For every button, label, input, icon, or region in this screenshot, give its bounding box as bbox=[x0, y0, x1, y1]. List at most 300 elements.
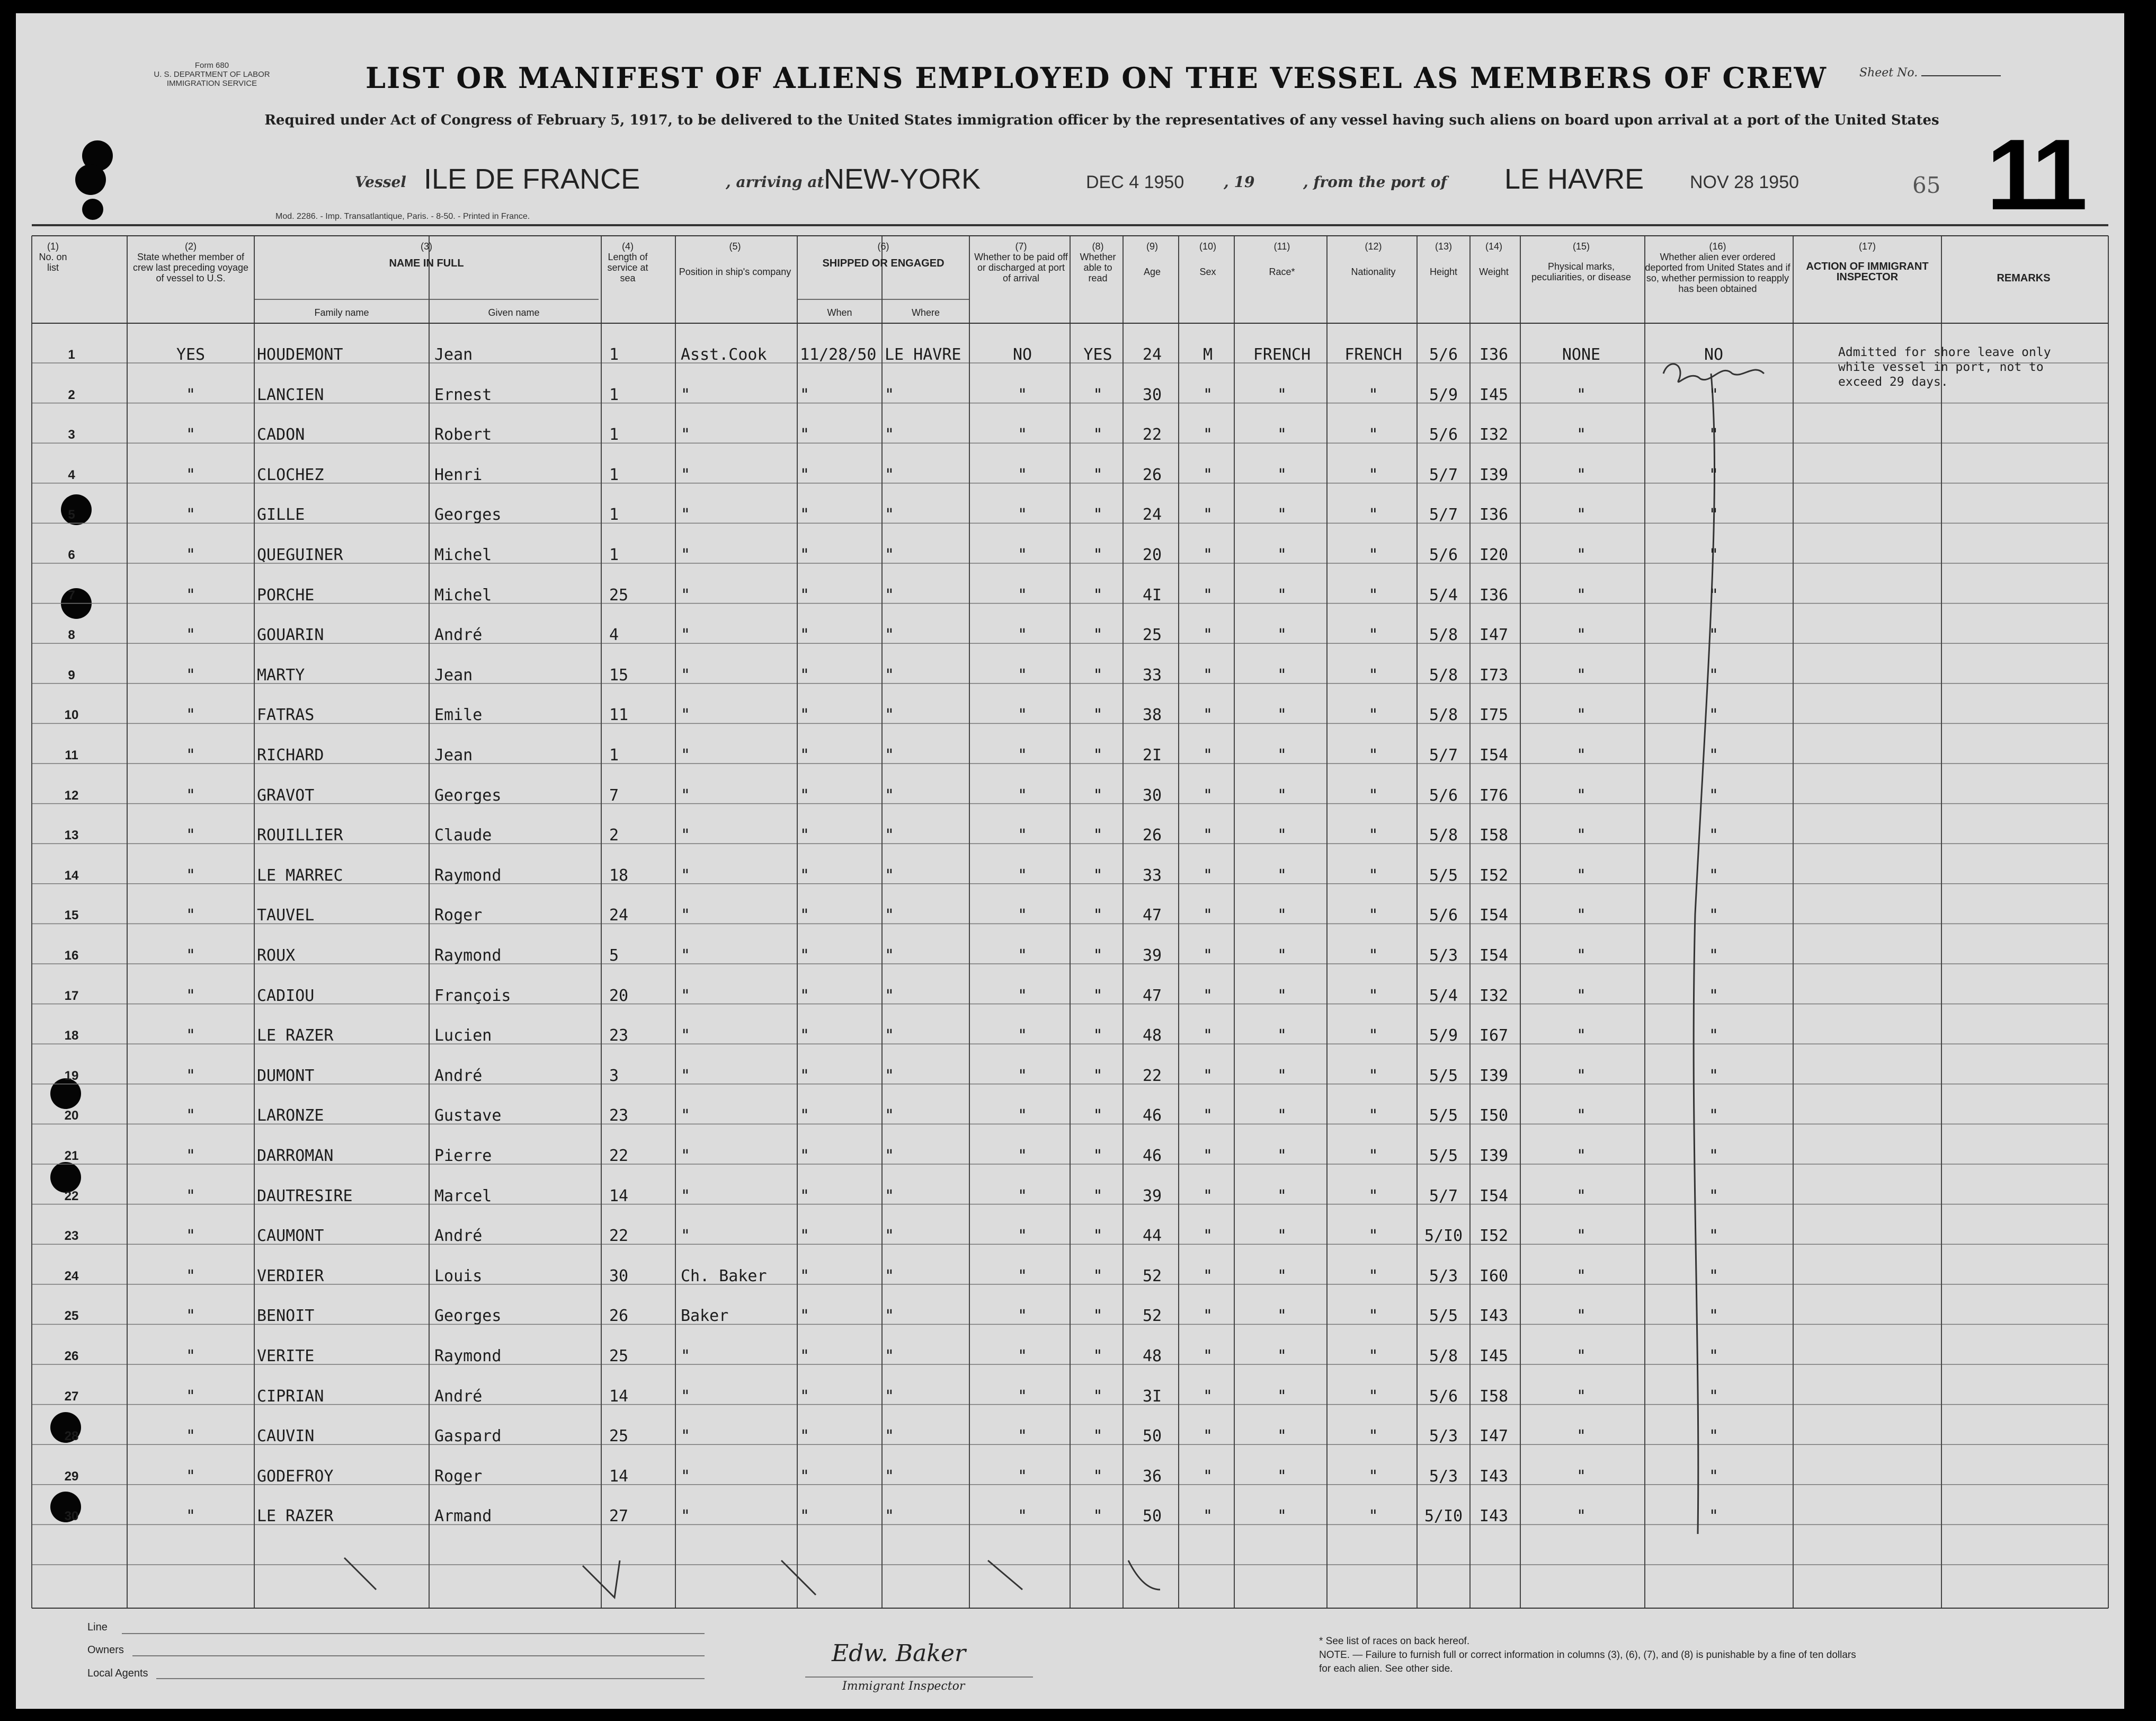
cell-weight: I45 bbox=[1479, 385, 1509, 404]
cell-age: 24 bbox=[1142, 505, 1162, 525]
cell-paid: " bbox=[1017, 946, 1028, 965]
cell-age: 38 bbox=[1142, 706, 1162, 725]
cell-service: 1 bbox=[609, 425, 619, 445]
cell-height: 5/8 bbox=[1429, 1347, 1458, 1365]
cell-where: " bbox=[885, 1507, 895, 1526]
cell-no: 3 bbox=[68, 428, 75, 442]
cell-read: " bbox=[1093, 586, 1103, 605]
cell-sex: " bbox=[1202, 1347, 1213, 1365]
cell-marks: " bbox=[1576, 425, 1587, 445]
cell-paid: " bbox=[1017, 1467, 1028, 1486]
cell-no: 25 bbox=[64, 1309, 79, 1324]
cell-family: CLOCHEZ bbox=[257, 465, 324, 484]
cell-position: " bbox=[681, 586, 691, 605]
cell-service: 1 bbox=[609, 746, 619, 765]
cell-marks: " bbox=[1576, 586, 1587, 605]
cell-no: 4 bbox=[68, 467, 75, 482]
cell-no: 21 bbox=[64, 1149, 79, 1163]
cell-family: VERDIER bbox=[257, 1266, 324, 1285]
cell-no: 18 bbox=[64, 1028, 79, 1043]
cell-weight: I43 bbox=[1479, 1467, 1509, 1486]
col-title: Age bbox=[1143, 267, 1161, 277]
cell-weight: I50 bbox=[1479, 1106, 1509, 1125]
printer-line: Mod. 2286. - Imp. Transatlantique, Paris. - 8-50. - Printed in France. bbox=[275, 212, 530, 221]
col-number: (6) bbox=[877, 241, 889, 252]
cell-height: 5/7 bbox=[1429, 1186, 1458, 1205]
cell-marks: " bbox=[1576, 385, 1587, 404]
cell-height: 5/7 bbox=[1429, 465, 1458, 484]
cell-service: 1 bbox=[609, 385, 619, 404]
cell-prev: " bbox=[185, 1387, 196, 1406]
cell-read: " bbox=[1093, 1467, 1103, 1486]
cell-position: " bbox=[681, 1147, 691, 1165]
cell-when: " bbox=[800, 546, 810, 564]
cell-where: " bbox=[885, 946, 895, 965]
department-name: U. S. DEPARTMENT OF LABOR bbox=[154, 70, 270, 79]
departure-date-stamp: NOV 28 1950 bbox=[1690, 172, 1799, 192]
cell-no: 16 bbox=[64, 948, 79, 963]
cell-race: " bbox=[1277, 1147, 1287, 1165]
cell-no: 10 bbox=[64, 708, 79, 723]
cell-no: 17 bbox=[64, 988, 79, 1003]
cell-paid: " bbox=[1017, 1147, 1028, 1165]
cell-deported: " bbox=[1708, 746, 1719, 765]
col-title: ACTION OF IMMIGRANT INSPECTOR bbox=[1806, 261, 1929, 283]
cell-age: 48 bbox=[1142, 1026, 1162, 1045]
cell-paid: " bbox=[1017, 425, 1028, 445]
cell-race: " bbox=[1277, 706, 1287, 725]
cell-weight: I54 bbox=[1479, 946, 1509, 965]
cell-weight: I43 bbox=[1479, 1307, 1509, 1326]
cell-given: Georges bbox=[434, 786, 502, 805]
cell-where: " bbox=[885, 1106, 895, 1125]
cell-prev: " bbox=[185, 465, 196, 484]
cell-where: " bbox=[885, 866, 895, 885]
cell-family: LANCIEN bbox=[257, 385, 324, 404]
cell-marks: " bbox=[1576, 906, 1587, 925]
cell-nationality: " bbox=[1368, 1507, 1378, 1526]
cell-height: 5/6 bbox=[1429, 425, 1458, 445]
cell-prev: " bbox=[185, 706, 196, 725]
cell-when: " bbox=[800, 1387, 810, 1406]
col-title: Whether alien ever ordered deported from United States and if so, whether permission to reapply has been obtained bbox=[1645, 252, 1790, 294]
cell-service: 25 bbox=[609, 1347, 629, 1365]
cell-deported: " bbox=[1708, 1066, 1719, 1085]
col-title: No. on list bbox=[39, 252, 67, 273]
cell-marks: " bbox=[1576, 746, 1587, 765]
cell-marks: " bbox=[1576, 546, 1587, 564]
cell-given: Marcel bbox=[434, 1186, 492, 1205]
cell-service: 27 bbox=[609, 1507, 629, 1526]
cell-where: " bbox=[885, 1066, 895, 1085]
cell-nationality: " bbox=[1368, 1467, 1378, 1486]
cell-prev: " bbox=[185, 1227, 196, 1246]
cell-given: Michel bbox=[434, 586, 492, 605]
subtitle: Required under Act of Congress of February 5, 1917, to be delivered to the United States immigration officer by the representatives of any vessel having such aliens on board upon arrival at a port of the United States bbox=[264, 112, 1939, 128]
cell-marks: " bbox=[1576, 1147, 1587, 1165]
cell-nationality: " bbox=[1368, 1266, 1378, 1285]
cell-race: " bbox=[1277, 1427, 1287, 1446]
cell-height: 5/7 bbox=[1429, 746, 1458, 765]
cell-nationality: " bbox=[1368, 465, 1378, 484]
cell-nationality: " bbox=[1368, 425, 1378, 445]
cell-height: 5/8 bbox=[1429, 626, 1458, 645]
cell-service: 15 bbox=[609, 666, 629, 685]
cell-family: BENOIT bbox=[257, 1307, 315, 1326]
col-number: (2) bbox=[185, 241, 197, 252]
cell-nationality: " bbox=[1368, 1026, 1378, 1045]
cell-no: 30 bbox=[64, 1509, 79, 1524]
cell-nationality: " bbox=[1368, 626, 1378, 645]
cell-when: " bbox=[800, 626, 810, 645]
cell-paid: " bbox=[1017, 1186, 1028, 1205]
cell-race: " bbox=[1277, 746, 1287, 765]
header-when: When bbox=[827, 307, 852, 318]
cell-position: " bbox=[681, 1026, 691, 1045]
cell-position: Baker bbox=[681, 1307, 729, 1326]
cell-height: 5/5 bbox=[1429, 1147, 1458, 1165]
cell-position: " bbox=[681, 866, 691, 885]
cell-height: 5/6 bbox=[1429, 906, 1458, 925]
cell-read: " bbox=[1093, 1387, 1103, 1406]
cell-sex: " bbox=[1202, 1266, 1213, 1285]
cell-paid: " bbox=[1017, 746, 1028, 765]
cell-nationality: " bbox=[1368, 1227, 1378, 1246]
col-title: Weight bbox=[1479, 267, 1509, 277]
cell-service: 1 bbox=[609, 546, 619, 564]
cell-prev: " bbox=[185, 1186, 196, 1205]
cell-height: 5/5 bbox=[1429, 866, 1458, 885]
cell-given: Armand bbox=[434, 1507, 492, 1526]
cell-deported: " bbox=[1708, 465, 1719, 484]
cell-where: " bbox=[885, 1227, 895, 1246]
header-where: Where bbox=[911, 307, 940, 318]
cell-position: " bbox=[681, 505, 691, 525]
cell-height: 5/4 bbox=[1429, 586, 1458, 605]
vessel-name: ILE DE FRANCE bbox=[424, 163, 640, 195]
cell-read: " bbox=[1093, 505, 1103, 525]
cell-where: " bbox=[885, 1347, 895, 1365]
cell-height: 5/3 bbox=[1429, 946, 1458, 965]
cell-deported: " bbox=[1708, 1507, 1719, 1526]
cell-given: André bbox=[434, 626, 483, 645]
cell-paid: " bbox=[1017, 786, 1028, 805]
cell-position: " bbox=[681, 1427, 691, 1446]
cell-nationality: " bbox=[1368, 1186, 1378, 1205]
cell-deported: " bbox=[1708, 425, 1719, 445]
cell-sex: " bbox=[1202, 546, 1213, 564]
cell-deported: " bbox=[1708, 1467, 1719, 1486]
cell-family: DARROMAN bbox=[257, 1147, 334, 1165]
col-title: NAME IN FULL bbox=[389, 258, 464, 269]
cell-race: FRENCH bbox=[1253, 345, 1311, 364]
cell-when: " bbox=[800, 586, 810, 605]
cell-paid: " bbox=[1017, 1387, 1028, 1406]
cell-service: 3 bbox=[609, 1066, 619, 1085]
cell-age: 50 bbox=[1142, 1507, 1162, 1526]
col-title: State whether member of crew last preceding voyage of vessel to U.S. bbox=[132, 252, 249, 283]
cell-position: " bbox=[681, 1227, 691, 1246]
cell-service: 30 bbox=[609, 1266, 629, 1285]
cell-where: " bbox=[885, 546, 895, 564]
cell-prev: " bbox=[185, 1467, 196, 1486]
cell-family: LE RAZER bbox=[257, 1507, 334, 1526]
cell-race: " bbox=[1277, 425, 1287, 445]
cell-age: 30 bbox=[1142, 385, 1162, 404]
cell-where: " bbox=[885, 425, 895, 445]
cell-weight: I76 bbox=[1479, 786, 1509, 805]
cell-no: 8 bbox=[68, 628, 75, 643]
cell-read: " bbox=[1093, 385, 1103, 404]
cell-race: " bbox=[1277, 786, 1287, 805]
cell-prev: " bbox=[185, 906, 196, 925]
cell-when: " bbox=[800, 1266, 810, 1285]
cell-sex: " bbox=[1202, 1026, 1213, 1045]
cell-family: GOUARIN bbox=[257, 626, 324, 645]
cell-age: 36 bbox=[1142, 1467, 1162, 1486]
cell-read: " bbox=[1093, 826, 1103, 845]
cell-when: " bbox=[800, 906, 810, 925]
cell-height: 5/5 bbox=[1429, 1066, 1458, 1085]
col-title: Whether able to read bbox=[1080, 252, 1116, 283]
cell-read: " bbox=[1093, 1186, 1103, 1205]
arrival-port: NEW-YORK bbox=[824, 163, 981, 195]
cell-age: 46 bbox=[1142, 1106, 1162, 1125]
cell-prev: " bbox=[185, 786, 196, 805]
cell-weight: I43 bbox=[1479, 1507, 1509, 1526]
cell-race: " bbox=[1277, 626, 1287, 645]
cell-no: 13 bbox=[64, 828, 79, 843]
cell-read: " bbox=[1093, 746, 1103, 765]
cell-deported: " bbox=[1708, 1227, 1719, 1246]
cell-height: 5/8 bbox=[1429, 706, 1458, 725]
cell-age: 47 bbox=[1142, 986, 1162, 1005]
arriving-label: , arriving at bbox=[726, 173, 824, 191]
remarks-text: Admitted for shore leave only while vessel in port, not to exceed 29 days. bbox=[1838, 345, 2051, 389]
cell-position: " bbox=[681, 906, 691, 925]
cell-given: Gustave bbox=[434, 1106, 502, 1125]
cell-paid: " bbox=[1017, 986, 1028, 1005]
inspector-signature: Edw. Baker bbox=[832, 1640, 966, 1667]
cell-position: " bbox=[681, 626, 691, 645]
cell-age: 44 bbox=[1142, 1227, 1162, 1246]
penalty-note: NOTE. — Failure to furnish full or correct information in columns (3), (6), (7), and (8) is punishable by a fine of ten dollars for each alien. See other side. bbox=[1319, 1649, 1856, 1674]
cell-no: 24 bbox=[64, 1268, 79, 1283]
cell-deported: " bbox=[1708, 1347, 1719, 1365]
inspector-label: Immigrant Inspector bbox=[842, 1680, 965, 1693]
cell-weight: I32 bbox=[1479, 425, 1509, 445]
cell-sex: " bbox=[1202, 826, 1213, 845]
cell-service: 5 bbox=[609, 946, 619, 965]
cell-age: 22 bbox=[1142, 425, 1162, 445]
cell-read: " bbox=[1093, 1026, 1103, 1045]
cell-prev: " bbox=[185, 746, 196, 765]
cell-family: LE MARREC bbox=[257, 866, 343, 885]
cell-given: Raymond bbox=[434, 946, 502, 965]
cell-when: " bbox=[800, 1106, 810, 1125]
cell-nationality: " bbox=[1368, 1066, 1378, 1085]
cell-marks: " bbox=[1576, 465, 1587, 484]
cell-race: " bbox=[1277, 986, 1287, 1005]
cell-position: " bbox=[681, 546, 691, 564]
cell-position: " bbox=[681, 1507, 691, 1526]
cell-given: Jean bbox=[434, 666, 473, 685]
cell-service: 26 bbox=[609, 1307, 629, 1326]
cell-service: 20 bbox=[609, 986, 629, 1005]
cell-sex: " bbox=[1202, 706, 1213, 725]
cell-no: 9 bbox=[68, 668, 75, 682]
cell-paid: " bbox=[1017, 706, 1028, 725]
cell-read: " bbox=[1093, 986, 1103, 1005]
cell-position: " bbox=[681, 1186, 691, 1205]
year-label: , 19 bbox=[1224, 173, 1255, 191]
cell-prev: " bbox=[185, 425, 196, 445]
cell-race: " bbox=[1277, 666, 1287, 685]
cell-when: " bbox=[800, 986, 810, 1005]
cell-marks: " bbox=[1576, 1427, 1587, 1446]
cell-age: 25 bbox=[1142, 626, 1162, 645]
col-number: (3) bbox=[421, 241, 432, 252]
cell-family: GILLE bbox=[257, 505, 305, 525]
cell-paid: " bbox=[1017, 1307, 1028, 1326]
cell-sex: " bbox=[1202, 385, 1213, 404]
cell-position: " bbox=[681, 706, 691, 725]
col-number: (10) bbox=[1199, 241, 1216, 252]
cell-service: 1 bbox=[609, 465, 619, 484]
cell-no: 5 bbox=[68, 508, 75, 522]
cell-when: " bbox=[800, 425, 810, 445]
cell-given: François bbox=[434, 986, 511, 1005]
cell-sex: " bbox=[1202, 1227, 1213, 1246]
cell-read: " bbox=[1093, 1427, 1103, 1446]
cell-paid: " bbox=[1017, 1106, 1028, 1125]
col-title: Nationality bbox=[1351, 267, 1396, 277]
footer-owners-label: Owners bbox=[87, 1644, 124, 1656]
cell-no: 27 bbox=[64, 1389, 79, 1404]
cell-height: 5/I0 bbox=[1424, 1507, 1463, 1526]
col-number: (15) bbox=[1572, 241, 1590, 252]
cell-weight: I36 bbox=[1479, 586, 1509, 605]
cell-given: Jean bbox=[434, 746, 473, 765]
cell-marks: " bbox=[1576, 946, 1587, 965]
cell-when: " bbox=[800, 1186, 810, 1205]
cell-where: " bbox=[885, 385, 895, 404]
cell-nationality: " bbox=[1368, 1307, 1378, 1326]
cell-family: ROUILLIER bbox=[257, 826, 343, 845]
cell-age: 47 bbox=[1142, 906, 1162, 925]
cell-paid: " bbox=[1017, 626, 1028, 645]
cell-read: " bbox=[1093, 1347, 1103, 1365]
col-number: (9) bbox=[1146, 241, 1158, 252]
cell-weight: I47 bbox=[1479, 626, 1509, 645]
cell-read: " bbox=[1093, 1307, 1103, 1326]
cell-given: Georges bbox=[434, 1307, 502, 1326]
footer-agents-label: Local Agents bbox=[87, 1667, 148, 1679]
cell-when: " bbox=[800, 1307, 810, 1326]
footer-rules bbox=[16, 13, 2124, 1709]
cell-no: 1 bbox=[68, 348, 75, 362]
cell-prev: " bbox=[185, 586, 196, 605]
cell-prev: " bbox=[185, 1347, 196, 1365]
cell-height: 5/9 bbox=[1429, 1026, 1458, 1045]
cell-service: 23 bbox=[609, 1026, 629, 1045]
cell-given: Gaspard bbox=[434, 1427, 502, 1446]
cell-deported: " bbox=[1708, 385, 1719, 404]
cell-given: Raymond bbox=[434, 1347, 502, 1365]
cell-race: " bbox=[1277, 866, 1287, 885]
cell-age: 26 bbox=[1142, 826, 1162, 845]
cell-prev: " bbox=[185, 626, 196, 645]
cell-when: " bbox=[800, 866, 810, 885]
cell-service: 14 bbox=[609, 1186, 629, 1205]
cell-where: " bbox=[885, 1467, 895, 1486]
cell-no: 28 bbox=[64, 1429, 79, 1444]
cell-race: " bbox=[1277, 1066, 1287, 1085]
cell-when: " bbox=[800, 1427, 810, 1446]
cell-no: 26 bbox=[64, 1349, 79, 1363]
col-title: Position in ship's company bbox=[679, 267, 791, 277]
col-number: (7) bbox=[1015, 241, 1027, 252]
cell-read: " bbox=[1093, 866, 1103, 885]
col-number: (16) bbox=[1709, 241, 1726, 252]
cell-service: 14 bbox=[609, 1467, 629, 1486]
cell-paid: " bbox=[1017, 505, 1028, 525]
cell-service: 25 bbox=[609, 1427, 629, 1446]
cell-marks: " bbox=[1576, 1467, 1587, 1486]
cell-sex: M bbox=[1202, 345, 1213, 364]
cell-where: " bbox=[885, 1147, 895, 1165]
cell-prev: " bbox=[185, 546, 196, 564]
cell-deported: " bbox=[1708, 826, 1719, 845]
cell-position: " bbox=[681, 986, 691, 1005]
cell-nationality: " bbox=[1368, 986, 1378, 1005]
cell-when: " bbox=[800, 666, 810, 685]
cell-prev: " bbox=[185, 1427, 196, 1446]
cell-no: 20 bbox=[64, 1108, 79, 1123]
cell-when: " bbox=[800, 1147, 810, 1165]
departure-port: LE HAVRE bbox=[1504, 163, 1644, 195]
manifest-title: LIST OR MANIFEST OF ALIENS EMPLOYED ON THE VESSEL AS MEMBERS OF CREW bbox=[366, 61, 1828, 95]
cell-age: 33 bbox=[1142, 666, 1162, 685]
cell-prev: " bbox=[185, 385, 196, 404]
cell-age: 24 bbox=[1142, 345, 1162, 364]
cell-sex: " bbox=[1202, 866, 1213, 885]
cell-nationality: " bbox=[1368, 1147, 1378, 1165]
cell-marks: " bbox=[1576, 505, 1587, 525]
cell-family: CADON bbox=[257, 425, 305, 445]
cell-nationality: " bbox=[1368, 786, 1378, 805]
cell-when: " bbox=[800, 1066, 810, 1085]
cell-position: Ch. Baker bbox=[681, 1266, 767, 1285]
cell-deported: " bbox=[1708, 1186, 1719, 1205]
cell-sex: " bbox=[1202, 1066, 1213, 1085]
cell-no: 23 bbox=[64, 1229, 79, 1244]
cell-height: 5/3 bbox=[1429, 1467, 1458, 1486]
cell-height: 5/3 bbox=[1429, 1427, 1458, 1446]
col-title: Height bbox=[1429, 267, 1458, 277]
cell-age: 33 bbox=[1142, 866, 1162, 885]
cell-when: 11/28/50 bbox=[800, 345, 877, 364]
cell-family: VERITE bbox=[257, 1347, 315, 1365]
cell-height: 5/I0 bbox=[1424, 1227, 1463, 1246]
cell-prev: " bbox=[185, 666, 196, 685]
cell-where: " bbox=[885, 1307, 895, 1326]
cell-sex: " bbox=[1202, 1507, 1213, 1526]
cell-nationality: " bbox=[1368, 505, 1378, 525]
cell-when: " bbox=[800, 385, 810, 404]
cell-service: 11 bbox=[609, 706, 629, 725]
cell-paid: " bbox=[1017, 1026, 1028, 1045]
